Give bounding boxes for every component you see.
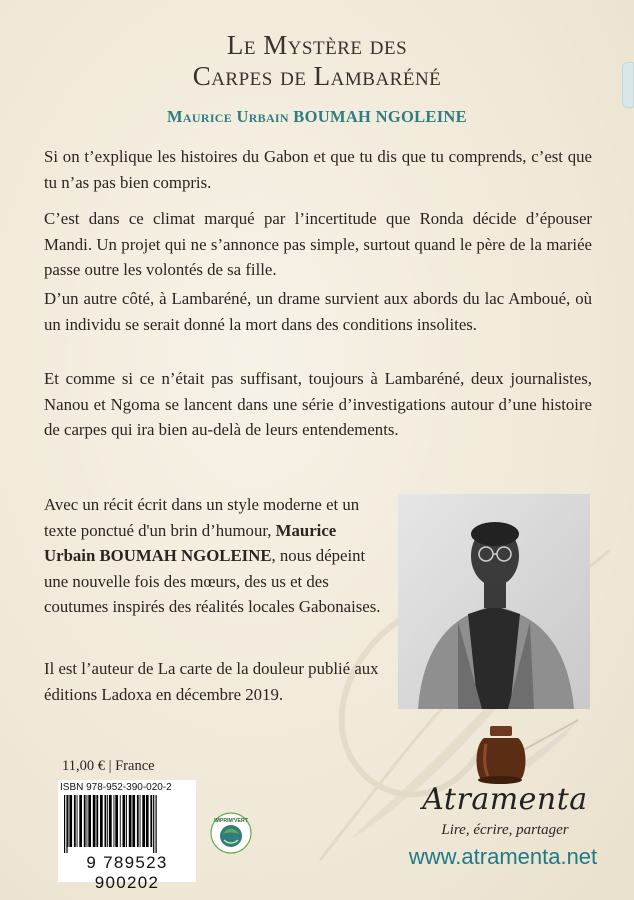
bio-text-1: Avec un récit écrit dans un style moderne et un texte ponctué d'un brin d’humour, (44, 495, 360, 540)
isbn-label: ISBN 978-952-390-020-2 (60, 782, 172, 793)
author-photo (398, 494, 590, 709)
imprim-vert-text: IMPRIM'VERT (214, 818, 248, 824)
barcode-digits: 9 789523 900202 (86, 853, 168, 892)
title-line-1: Le Mystère des (226, 30, 408, 60)
barcode-bars (62, 795, 192, 853)
publisher-tagline: Lire, écrire, partager (441, 822, 569, 838)
publisher-website: www.atramenta.net (408, 844, 598, 869)
author-bio-paragraph (44, 492, 384, 620)
synopsis-paragraph-1: Si on t’explique les histoires du Gabon et que tu dis que tu comprends, c’est que tu n’as pas bien compris. (44, 147, 592, 192)
bio-author-name: Maurice Urbain BOUMAH NGOLEINE (44, 520, 337, 565)
author-name: Maurice Urbain BOUMAH NGOLEINE (167, 107, 467, 126)
previous-work-paragraph: Il est l’auteur de La carte de la douleur publié aux éditions Ladoxa en décembre 2019. (44, 659, 379, 704)
book-title (0, 30, 634, 92)
imprim-vert-logo (210, 812, 252, 854)
publisher-name: Atramenta (422, 782, 588, 817)
bio-text-2: , nous dépeint une nouvelle fois des mœurs, des us et des coutumes inspirés des réalités locales Gabonaises. (44, 546, 381, 616)
synopsis-paragraph-2: C’est dans ce climat marqué par l’incertitude que Ronda décide d’épouser Mandi. Un projet qui ne s’annonce pas simple, surtout quand le père de la mariée passe outre les volontés de sa fille. (44, 209, 592, 279)
isbn-barcode (58, 780, 196, 892)
synopsis-paragraph-4: Et comme si ce n’était pas suffisant, toujours à Lambaréné, deux journalistes, Nanou et Ngoma se lancent dans une série d’investigations autour d’une histoire de carpes qui ira bien au-delà de leurs entendements. (44, 369, 592, 439)
title-line-2: Carpes de Lambaréné (192, 61, 442, 91)
synopsis-paragraph-3: D’un autre côté, à Lambaréné, un drame survient aux abords du lac Amboué, où un individu se serait donné la mort dans des conditions insolites. (44, 289, 592, 334)
price-label: 11,00 € | France (62, 758, 155, 774)
